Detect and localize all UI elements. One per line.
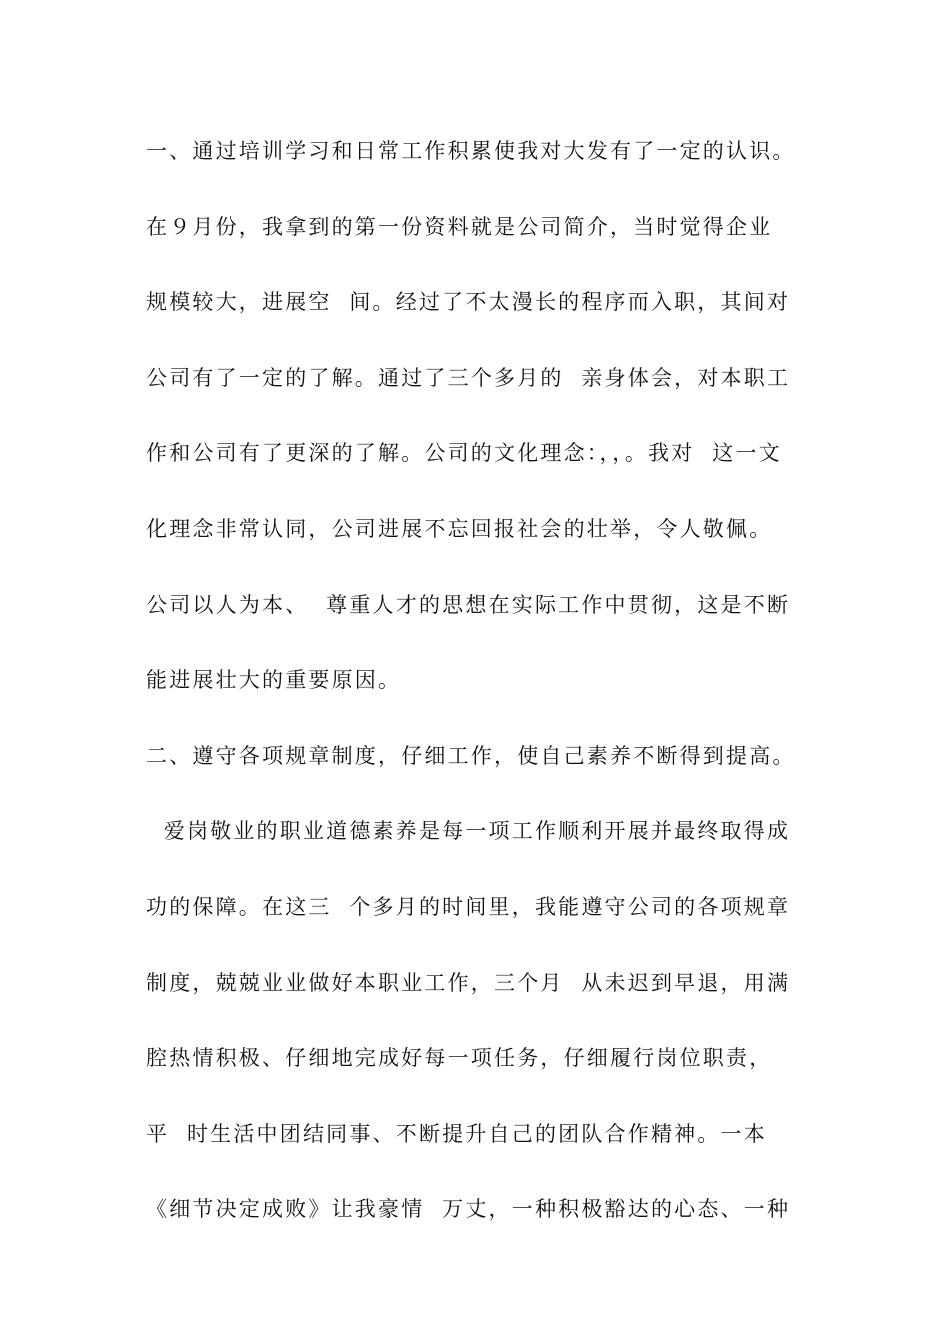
section-heading: 二、遵守各项规章制度，仔细工作，使自己素养不断得到提高。 <box>146 743 796 768</box>
body-text <box>146 131 846 1265</box>
text-line: 功的保障。在这三 个多月的时间里，我能遵守公司的各项规章 <box>146 894 791 919</box>
text-line: 爱岗敬业的职业道德素养是每一项工作顺利开展并最终取得成 <box>146 819 791 844</box>
text-line: 平 时生活中团结同事、不断提升自己的团队合作精神。一本 <box>146 1121 767 1146</box>
text-line: 在９月份，我拿到的第一份资料就是公司简介，当时觉得企业 <box>146 214 773 239</box>
text-line: 化理念非常认同，公司进展不忘回报社会的壮举，令人敬佩。 <box>146 516 773 541</box>
text-line: 作和公司有了更深的了解。公司的文化理念：，，。我对 这一文 <box>146 441 782 466</box>
text-line: 能进展壮大的重要原因。 <box>146 668 402 693</box>
text-line: 一、通过培训学习和日常工作积累使我对大发有了一定的认识。 <box>146 139 796 163</box>
text-line: 制度，兢兢业业做好本职业工作，三个月 从未迟到早退，用满 <box>146 970 791 995</box>
text-line: 公司以人为本、 尊重人才的思想在实际工作中贯彻，这是不断 <box>146 592 791 617</box>
text-line: 《细节决定成败》让我豪情 万丈，一种积极豁达的心态、一种 <box>146 1197 791 1222</box>
text-line: 规模较大，进展空 间。经过了不太漫长的程序而入职，其间对 <box>146 290 791 315</box>
text-line: 腔热情积极、仔细地完成好每一项任务，仔细履行岗位职责， <box>146 1046 773 1071</box>
text-line: 公司有了一定的了解。通过了三个多月的 亲身体会，对本职工 <box>146 365 791 390</box>
